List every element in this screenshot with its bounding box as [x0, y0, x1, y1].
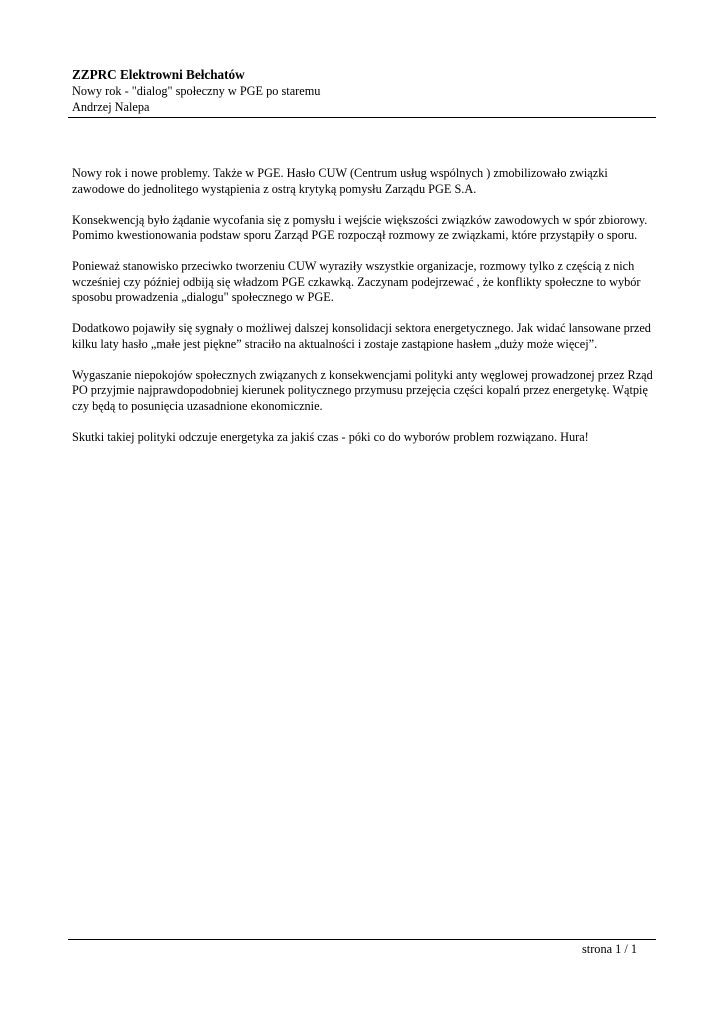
article-paragraph: Ponieważ stanowisko przeciwko tworzeniu CUW wyraziły wszystkie organizacje, rozmowy tylko z częścią z nich wcześniej czy później odbiją się władzom PGE czkawką. Zaczynam podejrzewać , że konflikty społeczne to wybór sposobu prowadzenia „dialogu" społecznego w PGE.: [72, 259, 641, 304]
header-divider: [68, 117, 656, 118]
article-paragraph: Dodatkowo pojawiły się sygnały o możliwej dalszej konsolidacji sektora energetycznego. Jak widać lansowane przed kilku laty hasło „małe jest piękne” straciło na aktualności i zostaje zastąpione hasłem „duży może więcej”.: [72, 321, 651, 351]
organization-title: ZZPRC Elektrowni Bełchatów: [72, 67, 245, 82]
article-paragraph: Skutki takiej polityki odczuje energetyka za jakiś czas - póki co do wyborów problem rozwiązano. Hura!: [72, 429, 589, 444]
article-paragraph: Nowy rok i nowe problemy. Także w PGE. Hasło CUW (Centrum usług wspólnych ) zmobilizowało związki zawodowe do jednolitego wystąpienia z ostrą krytyką pomysłu Zarządu PGE S.A.: [72, 166, 608, 196]
article-paragraph: Konsekwencją było żądanie wycofania się z pomysłu i wejście większości związków zawodowych w spór zbiorowy. Pomimo kwestionowania podstaw sporu Zarząd PGE rozpoczął rozmowy ze związkami, które przystąpiły o sporu.: [72, 212, 648, 242]
page-number: strona 1 / 1: [582, 942, 637, 956]
article-author: Andrzej Nalepa: [72, 100, 150, 114]
footer-divider: [68, 939, 656, 940]
article-body: [72, 166, 656, 461]
article-subtitle: Nowy rok - "dialog" społeczny w PGE po staremu: [72, 84, 321, 98]
article-paragraph: Wygaszanie niepokojów społecznych związanych z konsekwencjami polityki anty węglowej prowadzonej przez Rząd PO przyjmie najprawdopodobniej kierunek politycznego przymusu przejęcia części kopalń przez energetykę. Wątpię czy będą to posunięcia uzasadnione ekonomicznie.: [72, 367, 653, 413]
page-header: [72, 66, 658, 115]
